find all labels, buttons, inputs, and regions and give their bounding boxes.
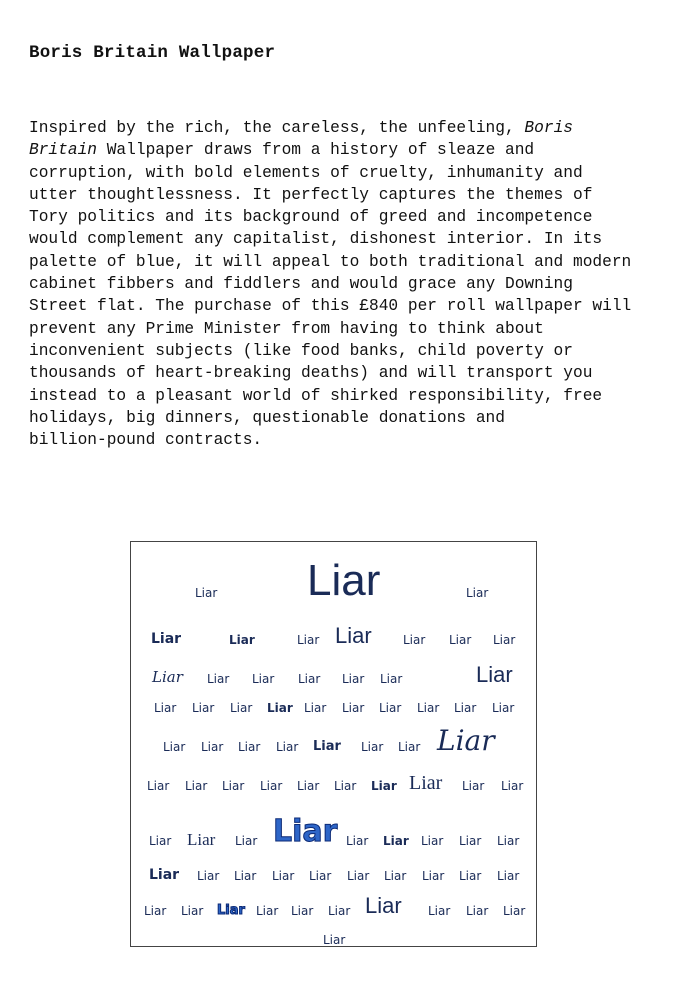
liar-word-14: Liar: [298, 672, 321, 686]
liar-word-69: Liar: [291, 904, 314, 918]
liar-word-15: Liar: [342, 672, 365, 686]
liar-word-29: Liar: [201, 740, 224, 754]
liar-word-31: Liar: [276, 740, 299, 754]
liar-word-13: Liar: [252, 672, 275, 686]
liar-word-43: Liar: [409, 772, 443, 794]
liar-word-20: Liar: [230, 701, 253, 715]
liar-word-54: Liar: [497, 834, 520, 848]
liar-word-52: Liar: [421, 834, 444, 848]
liar-word-64: Liar: [497, 869, 520, 883]
liar-word-75: Liar: [323, 933, 346, 947]
liar-word-17: Liar: [476, 662, 513, 687]
liar-word-21: Liar: [267, 701, 293, 715]
liar-word-70: Liar: [328, 904, 351, 918]
liar-word-34: Liar: [398, 740, 421, 754]
liar-word-60: Liar: [347, 869, 370, 883]
liar-word-44: Liar: [462, 779, 485, 793]
liar-word-56: Liar: [197, 869, 220, 883]
liar-word-27: Liar: [492, 701, 515, 715]
liar-word-8: Liar: [403, 633, 426, 647]
liar-word-4: Liar: [151, 631, 182, 647]
liar-word-49: Liar: [273, 814, 338, 849]
liar-word-53: Liar: [459, 834, 482, 848]
liar-word-37: Liar: [185, 779, 208, 793]
liar-word-3: Liar: [466, 586, 489, 600]
liar-word-22: Liar: [304, 701, 327, 715]
liar-word-66: Liar: [181, 904, 204, 918]
liar-word-63: Liar: [459, 869, 482, 883]
liar-word-47: Liar: [187, 830, 216, 849]
liar-word-46: Liar: [149, 834, 172, 848]
liar-word-36: Liar: [147, 779, 170, 793]
liar-word-30: Liar: [238, 740, 261, 754]
liar-word-71: Liar: [365, 893, 402, 918]
paragraph-italic-boris: Boris: [524, 119, 573, 137]
liar-word-26: Liar: [454, 701, 477, 715]
liar-word-58: Liar: [272, 869, 295, 883]
liar-word-16: Liar: [380, 672, 403, 686]
liar-word-39: Liar: [260, 779, 283, 793]
liar-word-61: Liar: [384, 869, 407, 883]
liar-word-74: Liar: [503, 904, 526, 918]
liar-word-48: Liar: [235, 834, 258, 848]
liar-word-5: Liar: [229, 633, 255, 647]
liar-word-68: Liar: [256, 904, 279, 918]
liar-word-59: Liar: [309, 869, 332, 883]
wallpaper-sample-image: [130, 541, 537, 947]
liar-word-7: Liar: [335, 623, 372, 648]
liar-word-32: Liar: [313, 739, 341, 754]
liar-word-38: Liar: [222, 779, 245, 793]
liar-word-25: Liar: [417, 701, 440, 715]
liar-word-73: Liar: [466, 904, 489, 918]
liar-word-1: Liar: [195, 586, 218, 600]
liar-word-42: Liar: [371, 779, 397, 793]
liar-word-2: Liar: [307, 556, 381, 605]
paragraph-italic-britain: Britain: [29, 141, 97, 160]
document-title: Boris Britain Wallpaper: [29, 43, 276, 63]
liar-word-35: Liar: [437, 724, 495, 757]
liar-word-67: Liar: [217, 903, 245, 918]
liar-word-28: Liar: [163, 740, 186, 754]
document-paragraph: [29, 117, 669, 451]
liar-word-41: Liar: [334, 779, 357, 793]
liar-word-6: Liar: [297, 633, 320, 647]
liar-word-57: Liar: [234, 869, 257, 883]
paragraph-line-1: Inspired by the rich, the careless, the unfeeling,: [29, 119, 525, 137]
liar-word-18: Liar: [154, 701, 177, 715]
liar-word-23: Liar: [342, 701, 365, 715]
liar-word-24: Liar: [379, 701, 402, 715]
liar-word-11: Liar: [152, 668, 183, 686]
liar-word-72: Liar: [428, 904, 451, 918]
paragraph-rest: Wallpaper draws from a history of sleaze and corruption, with bold elements of cruelty, inhumanity and utter thoughtlessness. It perfectly captures the themes of Tory politics and its background of greed and incompetence would complement any capitalist, dishonest interior. In its palette of blue, it will appeal to both traditional and modern cabinet fibbers and fiddlers and would grace any Downing Street flat. The purchase of this £840 per roll wallpaper will prevent any Prime Minister from having to think about inconvenient subjects (like food banks, child poverty or thousands of heart-breaking deaths) and will transport you instead to a pleasant world of shirked responsibility, free holidays, big dinners, questionable donations and billion-pound contracts.: [29, 141, 632, 450]
liar-word-12: Liar: [207, 672, 230, 686]
liar-word-55: Liar: [149, 867, 180, 883]
liar-word-19: Liar: [192, 701, 215, 715]
liar-word-65: Liar: [144, 904, 167, 918]
liar-word-33: Liar: [361, 740, 384, 754]
liar-word-9: Liar: [449, 633, 472, 647]
liar-word-10: Liar: [493, 633, 516, 647]
liar-word-45: Liar: [501, 779, 524, 793]
liar-word-51: Liar: [383, 834, 409, 848]
liar-word-50: Liar: [346, 834, 369, 848]
liar-word-40: Liar: [297, 779, 320, 793]
liar-word-62: Liar: [422, 869, 445, 883]
